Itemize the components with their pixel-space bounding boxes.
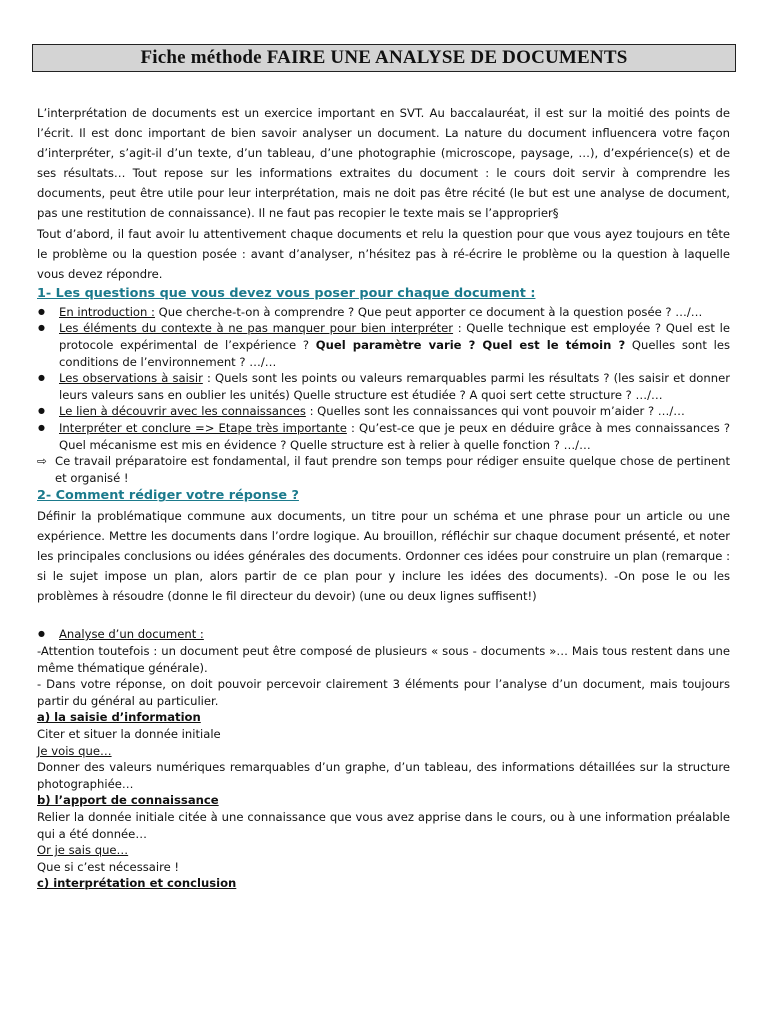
list-item-label: Les observations à saisir [59, 371, 203, 386]
list-item-text: : Qu’est-ce que je peux en déduire grâce à mes connaissances ? Quel mécanisme est mis en évidence ? Quelle structure est à relier à quelle fonction ? …/… [59, 421, 730, 452]
subsection-a-title: a) la saisie d’information [37, 710, 201, 725]
intro-paragraph-1: L’interprétation de documents est un exercice important en SVT. Au baccalauréat, il est sur la moitié des points de l’écrit. Il est donc important de bien savoir analyser un document. La nature du document influencera votre façon d’interpréter, s’agit-il d’un texte, d’un tableau, d’une photographie (microscope, paysage, …), d’expérience(s) et de ses résultats… Tout repose sur les informations extraites du document : le cours doit servir à comprendre les documents, peut être utile pour leur interprétation, mais ne doit pas être récité (le but est une analyse de document, pas une restitution de connaissance). Il ne faut pas recopier le texte mais se l’approprier§ [37, 106, 730, 221]
list-item [37, 304, 730, 321]
analyse-label: Analyse d’un document : [59, 627, 204, 642]
analyse-bullet [37, 626, 730, 643]
list-item [37, 320, 730, 370]
list-item-text: : Quelles sont les connaissances qui vont pouvoir m’aider ? …/… [305, 404, 685, 419]
arrow-right-icon: ⇨ [37, 454, 47, 469]
subsection-b-line: Or je sais que… [37, 843, 129, 858]
list-item-label: Le lien à découvrir avec les connaissances [59, 404, 306, 419]
list-item-text: Que cherche-t-on à comprendre ? Que peut apporter ce document à la question posée ? …/… [154, 304, 703, 319]
list-item-label: En introduction : [59, 304, 155, 319]
attention-text: -Attention toutefois : un document peut être composé de plusieurs « sous - documents »… Mais tous restent dans une même thématique générale). [37, 643, 730, 675]
section-1-heading: 1- Les questions que vous devez vous poser pour chaque document : [37, 285, 536, 301]
subsection-b-line: Que si c’est nécessaire ! [37, 859, 180, 874]
page-title: Fiche méthode FAIRE UNE ANALYSE DE DOCUMENTS [32, 44, 736, 72]
dans-text: - Dans votre réponse, on doit pouvoir percevoir clairement 3 éléments pour l’analyse d’un document, mais toujours partir du général au particulier. [37, 677, 730, 708]
questions-list [37, 304, 730, 453]
subsection-b-title: b) l’apport de connaissance [37, 793, 219, 808]
list-item-label: Interpréter et conclure => Etape très importante [59, 421, 347, 435]
section-2-paragraph: Définir la problématique commune aux documents, un titre pour un schéma et une phrase pour un article ou une expérience. Mettre les documents dans l’ordre logique. Au brouillon, réfléchir sur chaque document présenté, et noter les principales conclusions ou idées générales des documents. Ordonner ces idées pour construire un plan (remarque : si le sujet impose un plan, alors partir de ce plan pour y inclure les idées des documents). -On pose le ou les problèmes à résoudre (donne le fil directeur du devoir) (une ou deux lignes suffisent!) [37, 509, 730, 604]
list-item-label: Les éléments du contexte à ne pas manquer pour bien interpréter [59, 321, 454, 336]
arrow-note [37, 453, 730, 486]
list-item-text: Quelles sont les conditions de l’environnement ? …/… [59, 338, 730, 369]
subsection-b-line: Relier la donnée initiale citée à une connaissance que vous avez apprise dans le cours, ou à une information préalable qui a été donnée… [37, 809, 730, 841]
arrow-note-text: Ce travail préparatoire est fondamental, il faut prendre son temps pour rédiger ensuite quelque chose de pertinent et organisé ! [55, 454, 730, 485]
document-body [37, 103, 730, 892]
subsection-a-line: Je vois que… [37, 743, 112, 758]
subsection-a-line: Donner des valeurs numériques remarquables d’un graphe, d’un tableau, des informations détaillées sur la structure photographiée… [37, 760, 730, 791]
intro-paragraph-2: Tout d’abord, il faut avoir lu attentivement chaque documents et relu la question pour que vous ayez toujours en tête le problème ou la question posée : avant d’analyser, n’hésitez pas à ré-écrire le problème ou la question à laquelle vous devez répondre. [37, 226, 730, 281]
list-item-bold-text: Quel paramètre varie ? Quel est le témoin ? [315, 338, 626, 353]
subsection-a-line: Citer et situer la donnée initiale [37, 726, 221, 741]
list-item-text: : Quelle technique est employée ? Quel est le protocole expérimental de l’expérience ? [59, 321, 730, 353]
section-2-heading: 2- Comment rédiger votre réponse ? [37, 488, 299, 504]
list-item-text: : Quels sont les points ou valeurs remarquables parmi les résultats ? (les saisir et donner leurs valeurs sans en oublier les unités) Quelle structure est étudiée ? A quoi sert cette structure ? …/… [59, 371, 730, 402]
list-item [37, 403, 730, 420]
list-item [37, 370, 730, 403]
subsection-c-title: c) interprétation et conclusion [37, 876, 237, 891]
list-item [37, 420, 730, 453]
